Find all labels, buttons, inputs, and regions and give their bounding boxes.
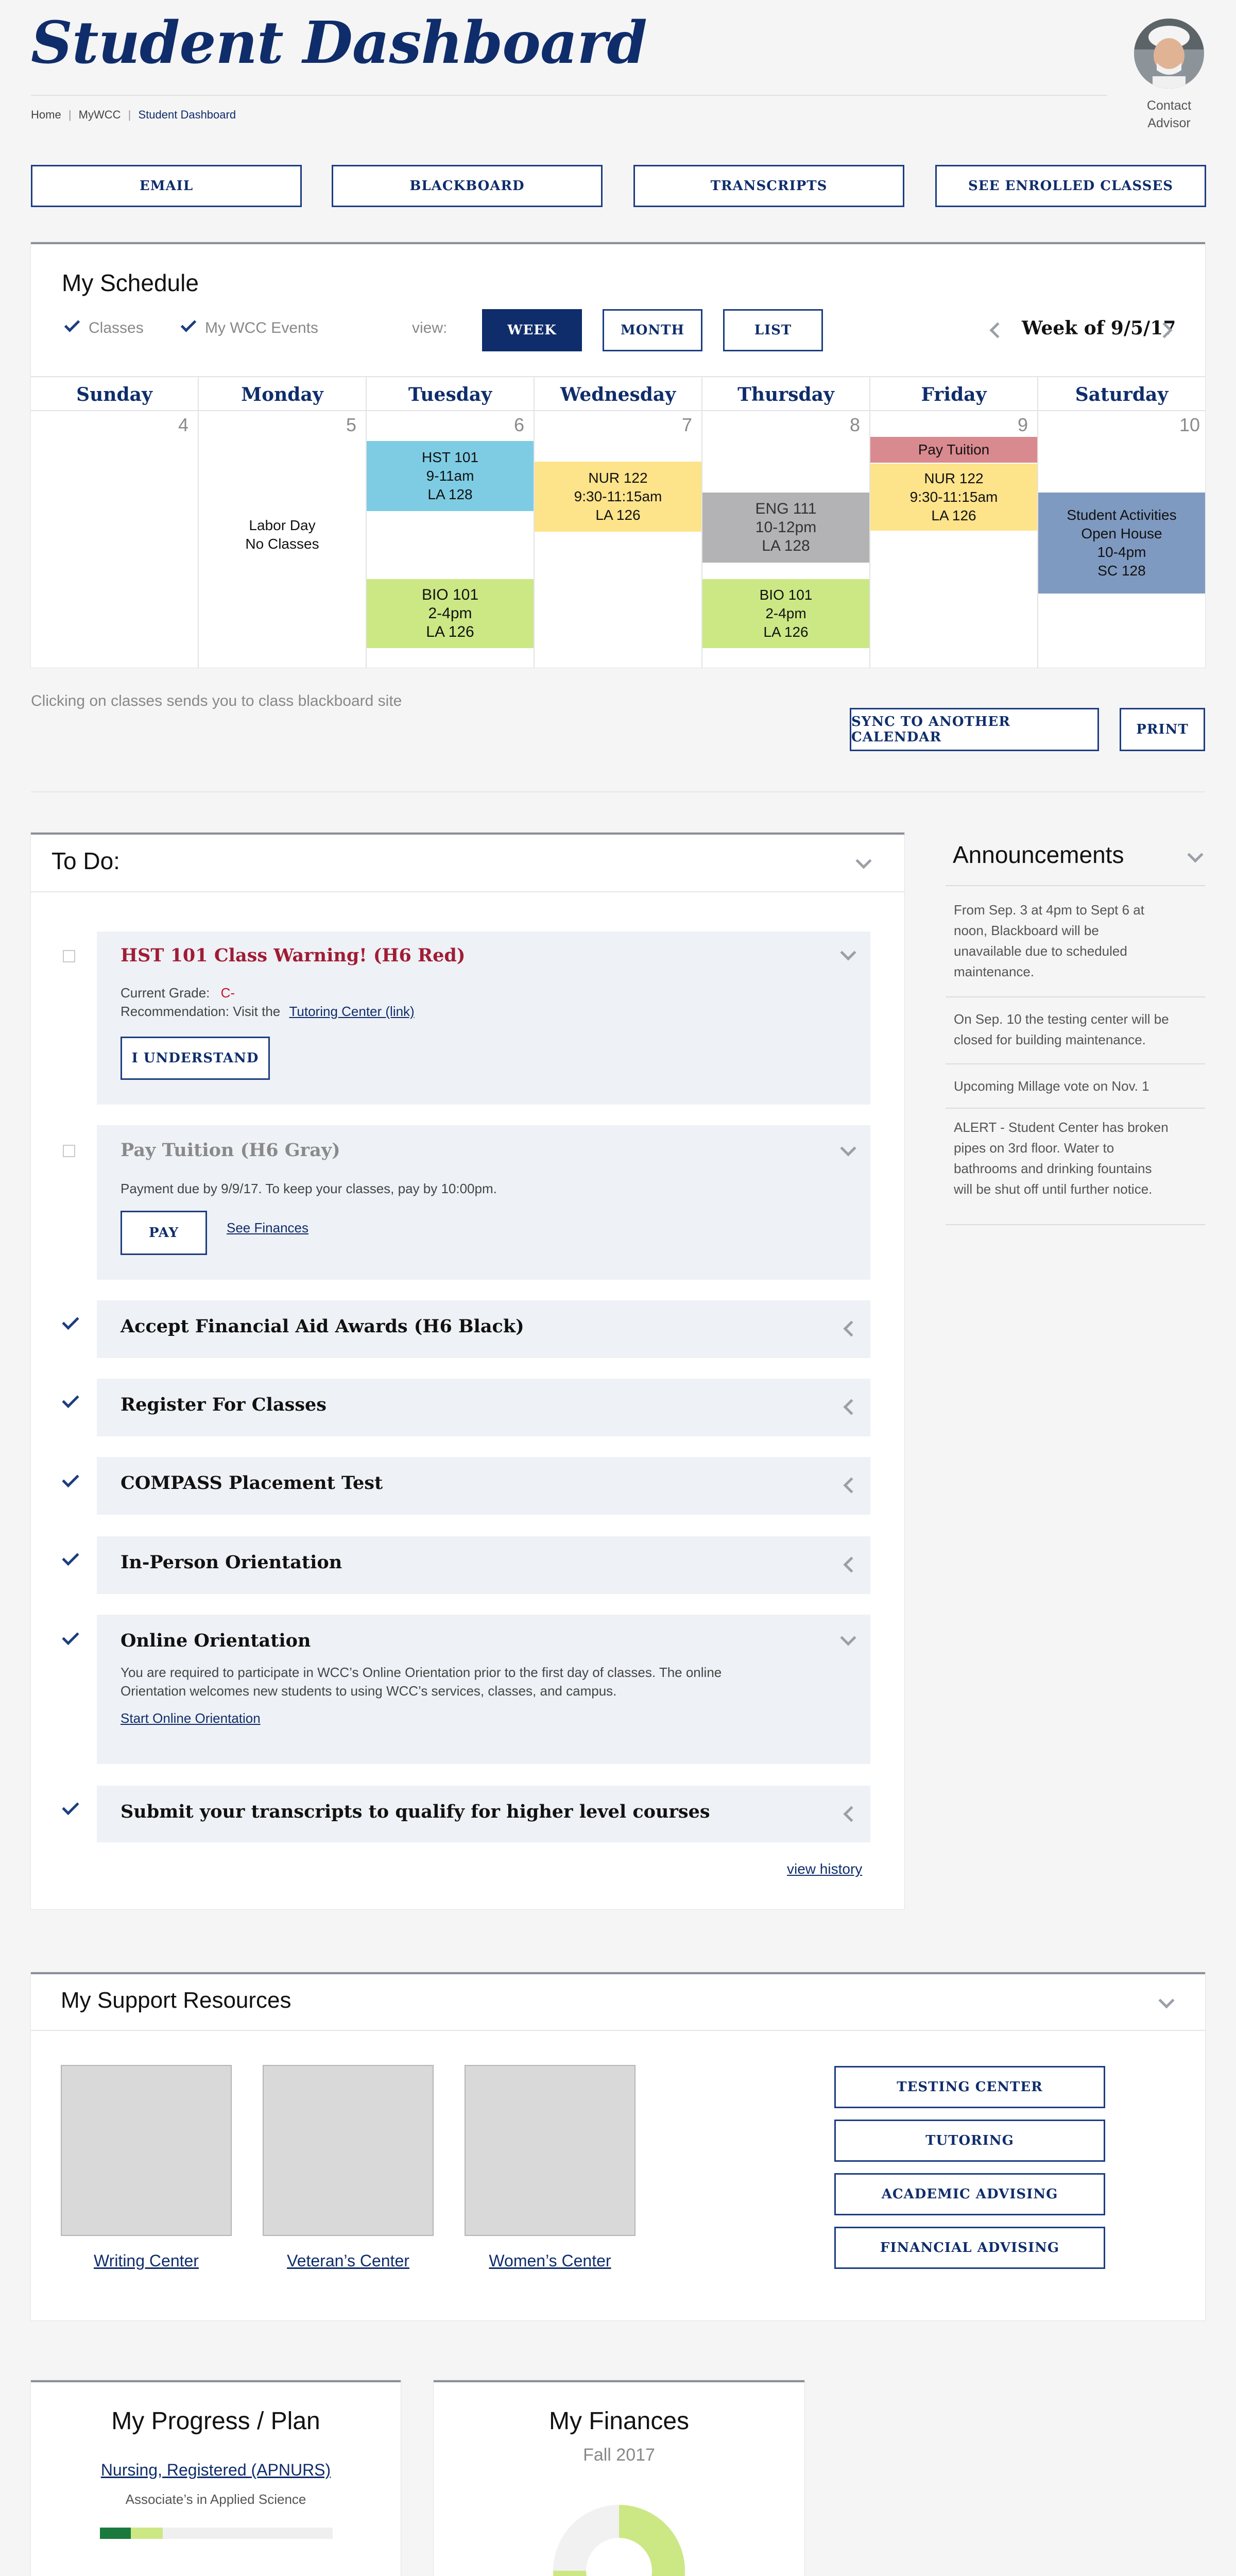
see-finances-link[interactable]: See Finances [227,1220,308,1235]
finances-title: My Finances [548,2408,690,2435]
breadcrumb-current: Student Dashboard [138,108,236,121]
todo-item-title: COMPASS Placement Test [121,1472,383,1494]
tuition-title: Pay Tuition (H6 Gray) [121,1140,340,1161]
progress-bar-complete [100,2528,131,2539]
breadcrumb-home[interactable]: Home [31,108,61,121]
enrolled-classes-button[interactable]: SEE ENROLLED CLASSES [935,165,1206,207]
womens-center-image[interactable] [465,2065,636,2236]
day-number: 9 [1017,414,1028,435]
view-list-button[interactable]: LIST [723,309,823,351]
expand-icon[interactable] [843,1556,859,1572]
email-button[interactable]: EMAIL [31,165,302,207]
contact-advisor-link[interactable]: Contact Advisor [1146,98,1192,130]
recommendation-label: Recommendation: Visit the [121,1004,281,1019]
announcement-item: On Sep. 10 the testing center will be closed for building maintenance. [954,1011,1169,1047]
breadcrumb-mywcc[interactable]: MyWCC [78,108,121,121]
todo-item-online-orientation [97,1615,870,1764]
finances-term: Fall 2017 [583,2445,655,2465]
view-week-button[interactable]: WEEK [482,309,582,351]
expand-icon[interactable] [843,1399,859,1415]
classes-check-icon [64,316,80,332]
warning-checkbox[interactable] [63,950,75,962]
expand-icon[interactable] [843,1320,859,1336]
todo-header-divider [31,891,904,892]
blackboard-button[interactable]: BLACKBOARD [332,165,603,207]
grade-label: Current Grade: [121,985,210,1001]
todo-item-transcripts[interactable] [97,1786,870,1842]
schedule-note: Clicking on classes sends you to class blackboard site [31,692,402,709]
event-bio101-tuesday[interactable]: BIO 101 2-4pm LA 126 [367,579,534,648]
online-orientation-collapse-icon[interactable] [840,1630,856,1646]
pay-tuition-button[interactable]: PAY [121,1211,207,1255]
academic-advising-button[interactable]: ACADEMIC ADVISING [834,2173,1105,2215]
program-link[interactable]: Nursing, Registered (APNURS) [100,2461,331,2479]
tuition-checkbox[interactable] [63,1145,75,1157]
warning-title: HST 101 Class Warning! (H6 Red) [121,945,466,966]
todo-item-class-warning [97,931,870,1105]
event-nur122-wednesday[interactable]: NUR 122 9:30-11:15am LA 126 [535,462,701,532]
view-label: view: [412,319,448,336]
progress-bar-fill [100,2528,163,2539]
progress-bar [100,2528,333,2539]
announcement-item: ALERT - Student Center has broken pipes on 3rd floor. Water to bathrooms and drinking fountains will be shut off until further notice. [954,1120,1169,1197]
announcements-title: Announcements [953,841,1124,868]
view-history-link[interactable]: view history [787,1861,863,1877]
week-label: Week of 9/5/17 [1022,317,1176,339]
day-header-sunday: Sunday [76,384,152,405]
online-orientation-title: Online Orientation [121,1630,311,1651]
todo-title: To Do: [52,848,120,874]
progress-title: My Progress / Plan [111,2408,320,2435]
day-number: 10 [1179,414,1200,435]
day-header-friday: Friday [921,384,987,405]
day-header-wednesday: Wednesday [560,384,676,405]
support-header-divider [31,2030,1205,2031]
event-hst101[interactable]: HST 101 9-11am LA 128 [367,441,534,511]
expand-icon[interactable] [843,1806,859,1822]
header-divider [31,95,1107,96]
womens-center-link[interactable]: Women’s Center [489,2251,611,2270]
testing-center-button[interactable]: TESTING CENTER [834,2066,1105,2108]
event-student-activities[interactable]: Student Activities Open House 10-4pm SC 128 [1038,493,1205,594]
support-title: My Support Resources [61,1988,291,2013]
announcement-item: Upcoming Millage vote on Nov. 1 [954,1078,1149,1094]
todo-item-title: Submit your transcripts to qualify for higher level courses [121,1801,710,1822]
breadcrumb: Home | MyWCC | Student Dashboard [31,108,236,121]
online-orientation-text: You are required to participate in WCC’s Online Orientation prior to the first day of classes. The online Orientation welcomes new students to using WCC’s services, classes, and campus. [121,1665,722,1699]
day-header-monday: Monday [241,384,323,405]
filter-classes[interactable]: Classes [62,318,154,339]
todo-item-in-person-orientation[interactable] [97,1536,870,1594]
event-bio101-thursday[interactable]: BIO 101 2-4pm LA 126 [702,579,869,648]
todo-item-financial-aid[interactable] [97,1300,870,1358]
transcripts-button[interactable]: TRANSCRIPTS [633,165,904,207]
veterans-center-link[interactable]: Veteran’s Center [287,2251,409,2270]
tuition-text: Payment due by 9/9/17. To keep your classes, pay by 10:00pm. [121,1181,497,1196]
announcements-collapse-icon[interactable] [1187,846,1203,862]
event-labor-day: Labor Day No Classes [245,517,319,552]
print-button[interactable]: PRINT [1120,708,1205,751]
todo-item-compass[interactable] [97,1457,870,1515]
grade-value: C- [220,985,235,1001]
day-number: 7 [681,414,692,435]
filter-wcc-events[interactable]: My WCC Events [178,318,343,339]
todo-item-pay-tuition [97,1125,870,1280]
sync-calendar-button[interactable]: SYNC TO ANOTHER CALENDAR [850,708,1099,751]
day-header-thursday: Thursday [737,384,834,405]
todo-item-title: Accept Financial Aid Awards (H6 Black) [121,1316,524,1337]
schedule-title: My Schedule [62,269,199,296]
day-number: 4 [178,414,188,435]
warning-collapse-icon[interactable] [840,944,856,960]
day-header-saturday: Saturday [1075,384,1169,405]
event-nur122-friday[interactable]: NUR 122 9:30-11:15am LA 126 [870,464,1037,531]
expand-icon[interactable] [843,1477,859,1493]
section-divider [31,791,1205,792]
todo-item-title: Register For Classes [121,1394,327,1415]
advisor-photo [1134,19,1204,89]
todo-item-title: In-Person Orientation [121,1552,342,1573]
page-title: Student Dashboard [31,9,647,77]
tuition-collapse-icon[interactable] [840,1140,856,1156]
veterans-center-image[interactable] [263,2065,434,2236]
i-understand-button[interactable]: I UNDERSTAND [121,1037,270,1080]
aid-donut-chart [551,2503,687,2576]
financial-advising-button[interactable]: FINANCIAL ADVISING [834,2227,1105,2269]
start-online-orientation-link[interactable]: Start Online Orientation [121,1710,261,1726]
writing-center-image[interactable] [61,2065,232,2236]
announcement-item: From Sep. 3 at 4pm to Sept 6 at noon, Blackboard will be unavailable due to scheduled maintenance. [954,902,1144,979]
day-number: 8 [849,414,860,435]
tutoring-center-link[interactable]: Tutoring Center (link) [289,1004,415,1019]
advisor-avatar[interactable] [1134,19,1204,89]
writing-center-link[interactable]: Writing Center [94,2251,199,2270]
tutoring-button[interactable]: TUTORING [834,2120,1105,2162]
degree-label: Associate’s in Applied Science [125,2492,306,2507]
todo-item-register[interactable] [97,1379,870,1436]
day-number: 5 [346,414,356,435]
day-number: 6 [513,414,524,435]
day-header-tuesday: Tuesday [408,384,492,405]
event-eng111[interactable]: ENG 111 10-12pm LA 128 [702,493,869,563]
events-check-icon [181,316,196,332]
event-pay-tuition[interactable]: Pay Tuition [870,437,1037,463]
view-month-button[interactable]: MONTH [603,309,702,351]
